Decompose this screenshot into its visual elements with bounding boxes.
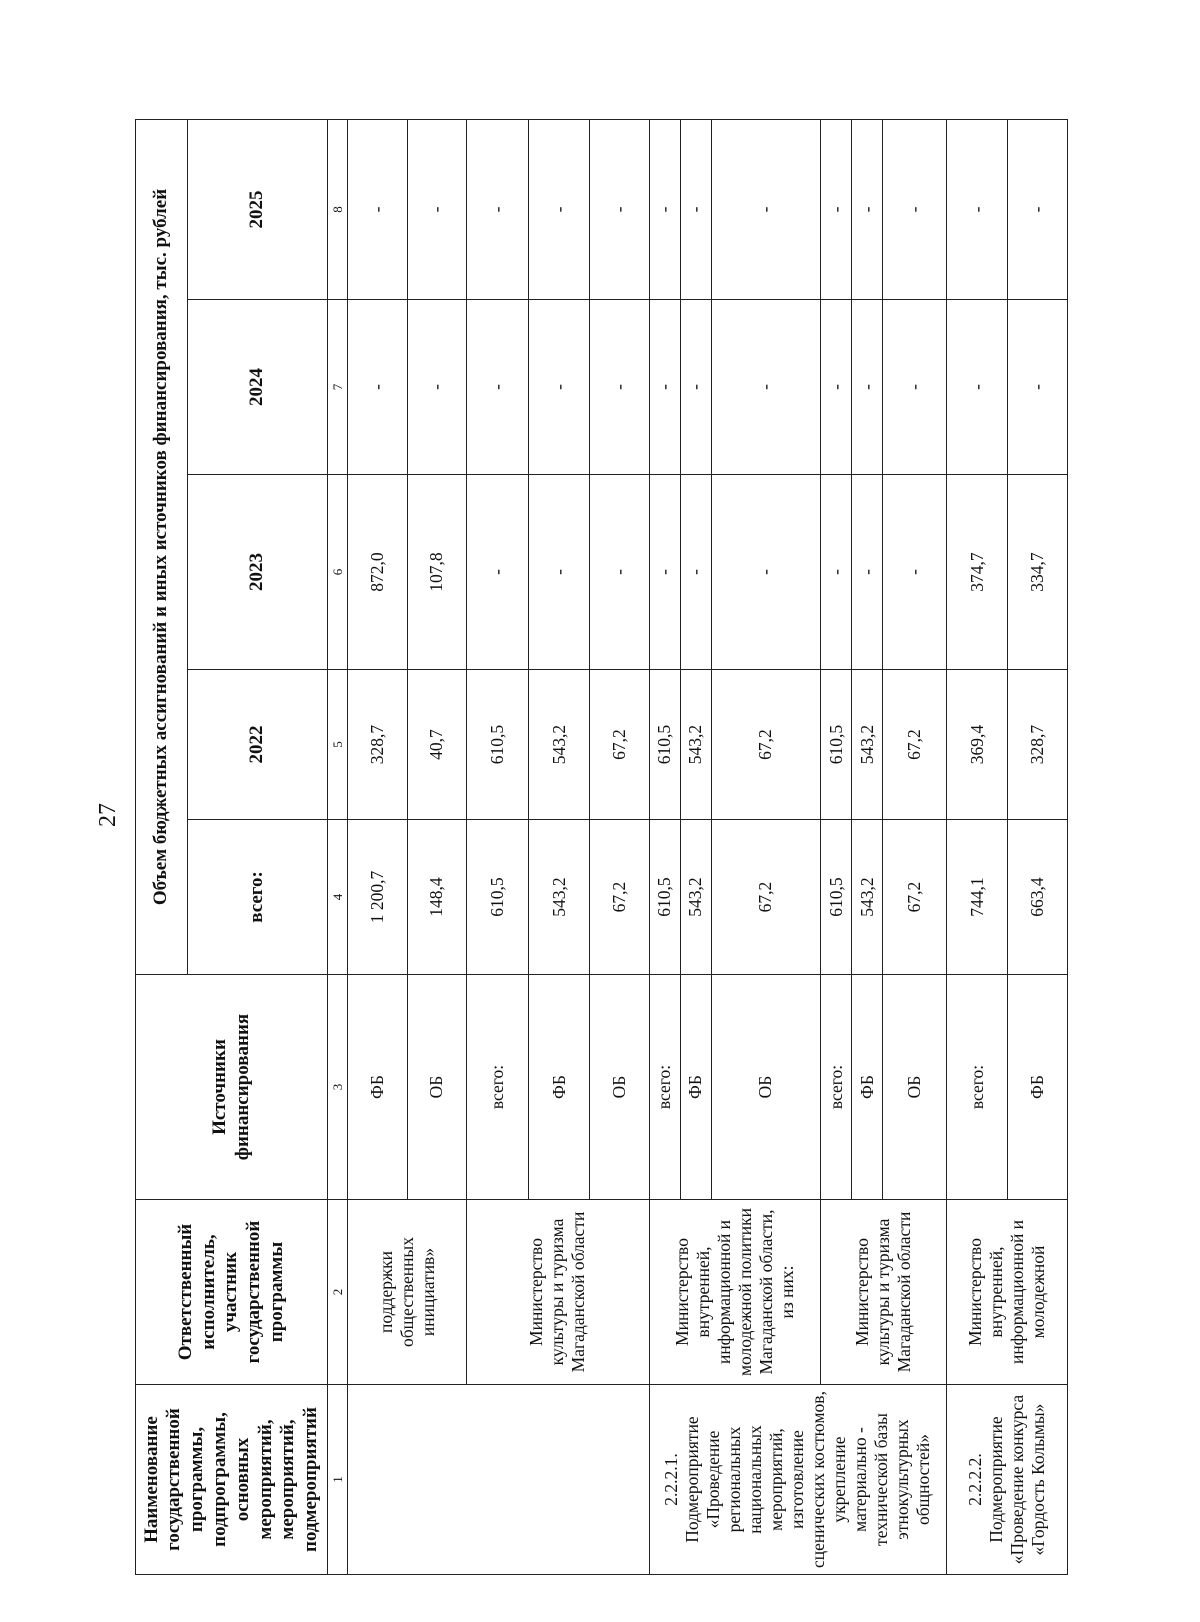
value-2024: - — [821, 300, 852, 475]
source-cell: всего: — [821, 975, 852, 1200]
value-2024: - — [1008, 300, 1068, 475]
value-total: 543,2 — [528, 820, 590, 975]
source-cell: всего: — [649, 975, 680, 1200]
source-cell: ОБ — [711, 975, 821, 1200]
value-2022: 67,2 — [590, 670, 650, 820]
table-row — [347, 119, 407, 1574]
value-total: 1 200,7 — [347, 820, 407, 975]
col-number: 8 — [328, 119, 348, 299]
value-2024: - — [946, 300, 1008, 475]
value-2024: - — [590, 300, 650, 475]
value-total: 610,5 — [649, 820, 680, 975]
value-total: 610,5 — [821, 820, 852, 975]
value-2024: - — [528, 300, 590, 475]
table-row — [467, 119, 529, 1574]
value-2022: 610,5 — [467, 670, 529, 820]
source-cell: ФБ — [1008, 975, 1068, 1200]
value-2025: - — [407, 119, 467, 299]
header-executor: Ответственный исполнитель, участник государственной программы — [136, 1200, 328, 1385]
executor-cell: Министерство внутренней, информационной и молодежной политики Магаданской области, из них: — [649, 1200, 821, 1385]
value-2023: - — [649, 475, 680, 670]
value-total: 663,4 — [1008, 820, 1068, 975]
source-cell: ФБ — [852, 975, 883, 1200]
submeasure-name: 2.2.2.2. Подмероприятие «Проведение конкурса «Гордость Колымы» — [946, 1385, 1067, 1575]
value-2024: - — [680, 300, 711, 475]
value-2023: 872,0 — [347, 475, 407, 670]
submeasure-name: 2.2.2.1. Подмероприятие «Проведение региональных национальных мероприятий, изготовление сценических костюмов, укрепление материально - технической базы этнокультурных общностей» — [649, 1385, 946, 1575]
value-2025: - — [883, 119, 947, 299]
value-2022: 328,7 — [347, 670, 407, 820]
value-total: 67,2 — [711, 820, 821, 975]
value-2022: 328,7 — [1008, 670, 1068, 820]
budget-table — [135, 119, 1068, 1575]
table-row — [946, 119, 1008, 1574]
value-2024: - — [852, 300, 883, 475]
page-number: 27 — [95, 803, 121, 827]
value-2025: - — [680, 119, 711, 299]
value-2022: 543,2 — [680, 670, 711, 820]
name-cell-empty — [347, 1385, 649, 1575]
value-2023: - — [467, 475, 529, 670]
value-2024: - — [347, 300, 407, 475]
value-2023: 334,7 — [1008, 475, 1068, 670]
value-total: 67,2 — [883, 820, 947, 975]
value-total: 744,1 — [946, 820, 1008, 975]
executor-cell: Министерство внутренней, информационной и молодежной — [946, 1200, 1067, 1385]
header-2025: 2025 — [188, 119, 328, 299]
source-cell: ФБ — [347, 975, 407, 1200]
value-2023: - — [528, 475, 590, 670]
header-row-1 — [136, 119, 188, 1574]
value-2024: - — [711, 300, 821, 475]
col-number: 4 — [328, 820, 348, 975]
value-2023: 374,7 — [946, 475, 1008, 670]
value-2023: - — [711, 475, 821, 670]
value-total: 543,2 — [680, 820, 711, 975]
source-cell: ОБ — [883, 975, 947, 1200]
value-2022: 67,2 — [711, 670, 821, 820]
header-total: всего: — [188, 820, 328, 975]
value-2022: 610,5 — [821, 670, 852, 820]
value-2025: - — [347, 119, 407, 299]
value-2025: - — [1008, 119, 1068, 299]
executor-cell: Министерство культуры и туризма Магаданской области — [821, 1200, 946, 1385]
value-2025: - — [467, 119, 529, 299]
value-2022: 610,5 — [649, 670, 680, 820]
source-cell: ФБ — [528, 975, 590, 1200]
value-2022: 67,2 — [883, 670, 947, 820]
source-cell: всего: — [946, 975, 1008, 1200]
value-2022: 369,4 — [946, 670, 1008, 820]
budget-table-rotated — [135, 120, 1068, 1575]
source-cell: ОБ — [590, 975, 650, 1200]
value-2024: - — [467, 300, 529, 475]
header-2023: 2023 — [188, 475, 328, 670]
value-total: 148,4 — [407, 820, 467, 975]
value-2022: 543,2 — [852, 670, 883, 820]
source-cell: ОБ — [407, 975, 467, 1200]
value-total: 610,5 — [467, 820, 529, 975]
value-2022: 40,7 — [407, 670, 467, 820]
col-number: 3 — [328, 975, 348, 1200]
source-cell: ФБ — [680, 975, 711, 1200]
header-2024: 2024 — [188, 300, 328, 475]
header-2022: 2022 — [188, 670, 328, 820]
value-2025: - — [649, 119, 680, 299]
value-2025: - — [946, 119, 1008, 299]
table-row — [649, 119, 680, 1574]
col-number: 1 — [328, 1385, 348, 1575]
value-2025: - — [852, 119, 883, 299]
value-2024: - — [407, 300, 467, 475]
value-2023: - — [883, 475, 947, 670]
value-2023: - — [590, 475, 650, 670]
col-number: 6 — [328, 475, 348, 670]
col-number: 2 — [328, 1200, 348, 1385]
value-2025: - — [711, 119, 821, 299]
value-2023: - — [821, 475, 852, 670]
value-2025: - — [590, 119, 650, 299]
executor-cell: поддержки общественных инициатив» — [347, 1200, 466, 1385]
table-row — [821, 119, 852, 1574]
col-number: 7 — [328, 300, 348, 475]
header-volume: Объем бюджетных ассигнований и иных источников финансирования, тыс. рублей — [136, 119, 188, 974]
value-2022: 543,2 — [528, 670, 590, 820]
value-2025: - — [528, 119, 590, 299]
header-sources: Источники финансирования — [136, 975, 328, 1200]
column-number-row — [328, 119, 348, 1574]
value-total: 543,2 — [852, 820, 883, 975]
value-2023: - — [680, 475, 711, 670]
value-2025: - — [821, 119, 852, 299]
header-name: Наименование государственной программы, подпрограммы, основных мероприятий, мероприятий, подмероприятий — [136, 1385, 328, 1575]
col-number: 5 — [328, 670, 348, 820]
value-2023: - — [852, 475, 883, 670]
value-2024: - — [883, 300, 947, 475]
value-total: 67,2 — [590, 820, 650, 975]
source-cell: всего: — [467, 975, 529, 1200]
executor-cell: Министерство культуры и туризма Магаданской области — [467, 1200, 650, 1385]
value-2023: 107,8 — [407, 475, 467, 670]
value-2024: - — [649, 300, 680, 475]
